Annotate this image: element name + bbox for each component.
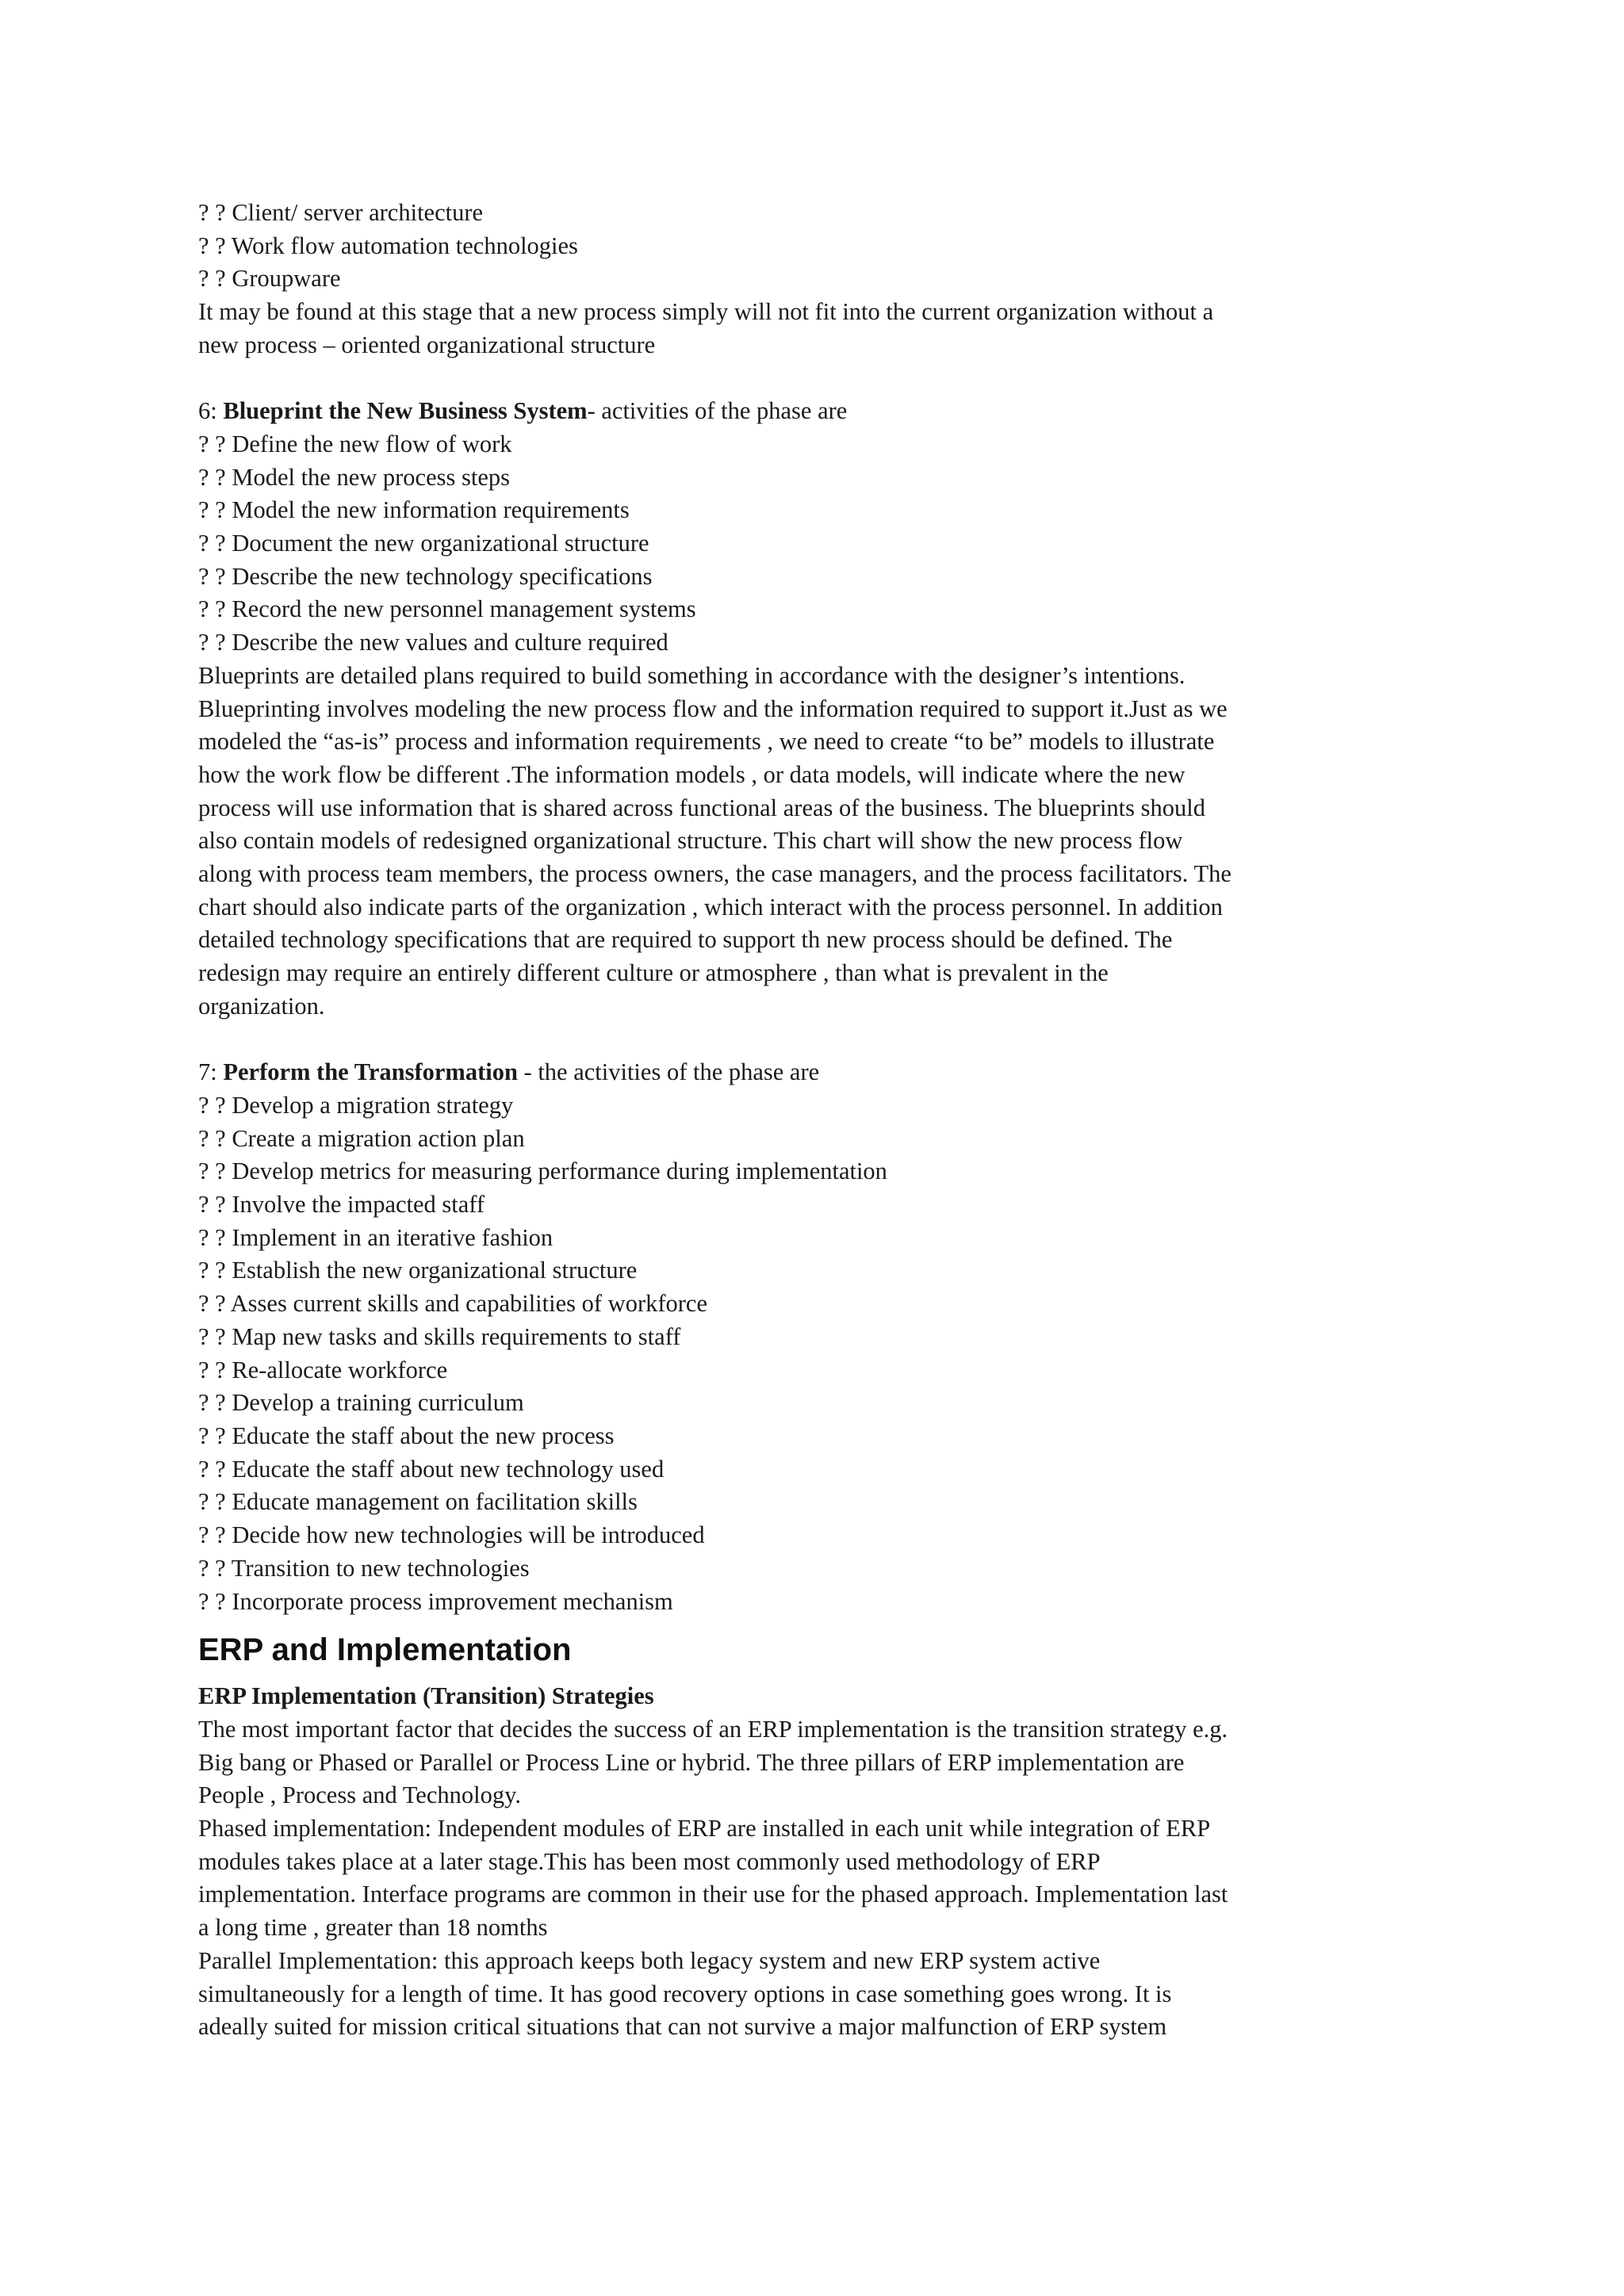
paragraph-line: Blueprinting involves modeling the new process flow and the information required to support it.Just as we: [198, 695, 1228, 722]
document-page: [198, 197, 1396, 2044]
paragraph-line: detailed technology specifications that are required to support th new process should be defined. The: [198, 926, 1173, 954]
list-item: ? ? Establish the new organizational structure: [198, 1257, 638, 1284]
list-item: ? ? Develop metrics for measuring performance during implementation: [198, 1158, 887, 1185]
erp-paragraph-1: [198, 1713, 1396, 1812]
list-item: ? ? Decide how new technologies will be introduced: [198, 1521, 705, 1549]
list-item: ? ? Develop a migration strategy: [198, 1091, 514, 1119]
paragraph-line: a long time , greater than 18 nomths: [198, 1914, 548, 1942]
paragraph-line: Phased implementation: Independent modules of ERP are installed in each unit while integration of ERP: [198, 1815, 1211, 1843]
list-item: ? ? Incorporate process improvement mechanism: [198, 1587, 673, 1615]
intro-list: [198, 197, 1396, 296]
list-item: ? ? Create a migration action plan: [198, 1124, 525, 1152]
list-item: ? ? Define the new flow of work: [198, 430, 512, 457]
paragraph-line: modules takes place at a later stage.This has been most commonly used methodology of ERP: [198, 1847, 1101, 1875]
step6-rest: - activities of the phase are: [587, 397, 848, 425]
paragraph-line: process will use information that is shared across functional areas of the business. The blueprints should: [198, 794, 1205, 821]
paragraph-line: adeally suited for mission critical situations that can not survive a major malfunction of ERP system: [198, 2013, 1167, 2041]
paragraph-line: simultaneously for a length of time. It has good recovery options in case something goes wrong. It is: [198, 1980, 1172, 2007]
list-item: ? ? Work flow automation technologies: [198, 232, 578, 259]
list-item: ? ? Implement in an iterative fashion: [198, 1223, 553, 1251]
erp-paragraph-2: [198, 1812, 1396, 1945]
paragraph-line: also contain models of redesigned organizational structure. This chart will show the new process flow: [198, 827, 1183, 855]
list-item: ? ? Asses current skills and capabilities of workforce: [198, 1290, 707, 1318]
list-item: ? ? Model the new information requirements: [198, 496, 630, 524]
sub-heading: ERP Implementation (Transition) Strategies: [198, 1682, 654, 1710]
step6-bullets: [198, 428, 1396, 660]
step7-rest: - the activities of the phase are: [517, 1058, 820, 1086]
paragraph-line: chart should also indicate parts of the organization , which interact with the process personnel. In addition: [198, 893, 1223, 920]
paragraph-line: how the work flow be different .The information models , or data models, will indicate where the new: [198, 760, 1185, 788]
list-item: ? ? Develop a training curriculum: [198, 1389, 524, 1417]
paragraph-line: organization.: [198, 992, 325, 1020]
paragraph-line: modeled the “as-is” process and information requirements , we need to create “to be” models to illustrate: [198, 728, 1215, 756]
paragraph-line: redesign may require an entirely different culture or atmosphere , than what is prevalent in the: [198, 959, 1109, 987]
list-item: ? ? Describe the new values and culture required: [198, 629, 668, 656]
spacer: [198, 1024, 1396, 1057]
paragraph-line: implementation. Interface programs are common in their use for the phased approach. Implementation last: [198, 1881, 1228, 1908]
paragraph-line: along with process team members, the process owners, the case managers, and the process facilitators. The: [198, 860, 1231, 888]
list-item: ? ? Transition to new technologies: [198, 1554, 530, 1582]
paragraph-line: new process – oriented organizational structure: [198, 331, 656, 358]
step7-bullets: [198, 1089, 1396, 1618]
step6-number: 6:: [198, 397, 224, 425]
paragraph-line: Parallel Implementation: this approach keeps both legacy system and new ERP system active: [198, 1946, 1101, 1974]
paragraph-line: It may be found at this stage that a new process simply will not fit into the current organization without a: [198, 298, 1214, 326]
list-item: ? ? Educate management on facilitation skills: [198, 1488, 638, 1516]
step6-title: Blueprint the New Business System: [223, 397, 588, 425]
list-item: ? ? Involve the impacted staff: [198, 1191, 485, 1219]
section-heading: ERP and Implementation: [198, 1632, 572, 1668]
step7-number: 7:: [198, 1058, 224, 1086]
list-item: ? ? Record the new personnel management systems: [198, 595, 696, 623]
list-item: ? ? Educate the staff about the new process: [198, 1422, 615, 1449]
intro-paragraph: [198, 296, 1396, 362]
step6-heading: [198, 395, 1396, 428]
paragraph-line: Blueprints are detailed plans required to build something in accordance with the designer’s intentions.: [198, 661, 1185, 689]
paragraph-line: Big bang or Phased or Parallel or Process Line or hybrid. The three pillars of ERP implementation are: [198, 1748, 1185, 1776]
list-item: ? ? Re-allocate workforce: [198, 1356, 448, 1383]
step7-title: Perform the Transformation: [223, 1058, 518, 1086]
erp-paragraph-3: [198, 1945, 1396, 2044]
paragraph-line: People , Process and Technology.: [198, 1781, 521, 1809]
step7-heading: [198, 1056, 1396, 1089]
list-item: ? ? Model the new process steps: [198, 463, 511, 491]
list-item: ? ? Educate the staff about new technology used: [198, 1455, 665, 1483]
list-item: ? ? Map new tasks and skills requirements to staff: [198, 1322, 681, 1350]
paragraph-line: The most important factor that decides the success of an ERP implementation is the transition strategy e.g.: [198, 1715, 1228, 1743]
spacer: [198, 362, 1396, 396]
step6-paragraph: [198, 660, 1396, 1024]
list-item: ? ? Groupware: [198, 265, 341, 293]
list-item: ? ? Client/ server architecture: [198, 199, 484, 226]
list-item: ? ? Describe the new technology specifications: [198, 562, 653, 590]
list-item: ? ? Document the new organizational structure: [198, 530, 649, 557]
